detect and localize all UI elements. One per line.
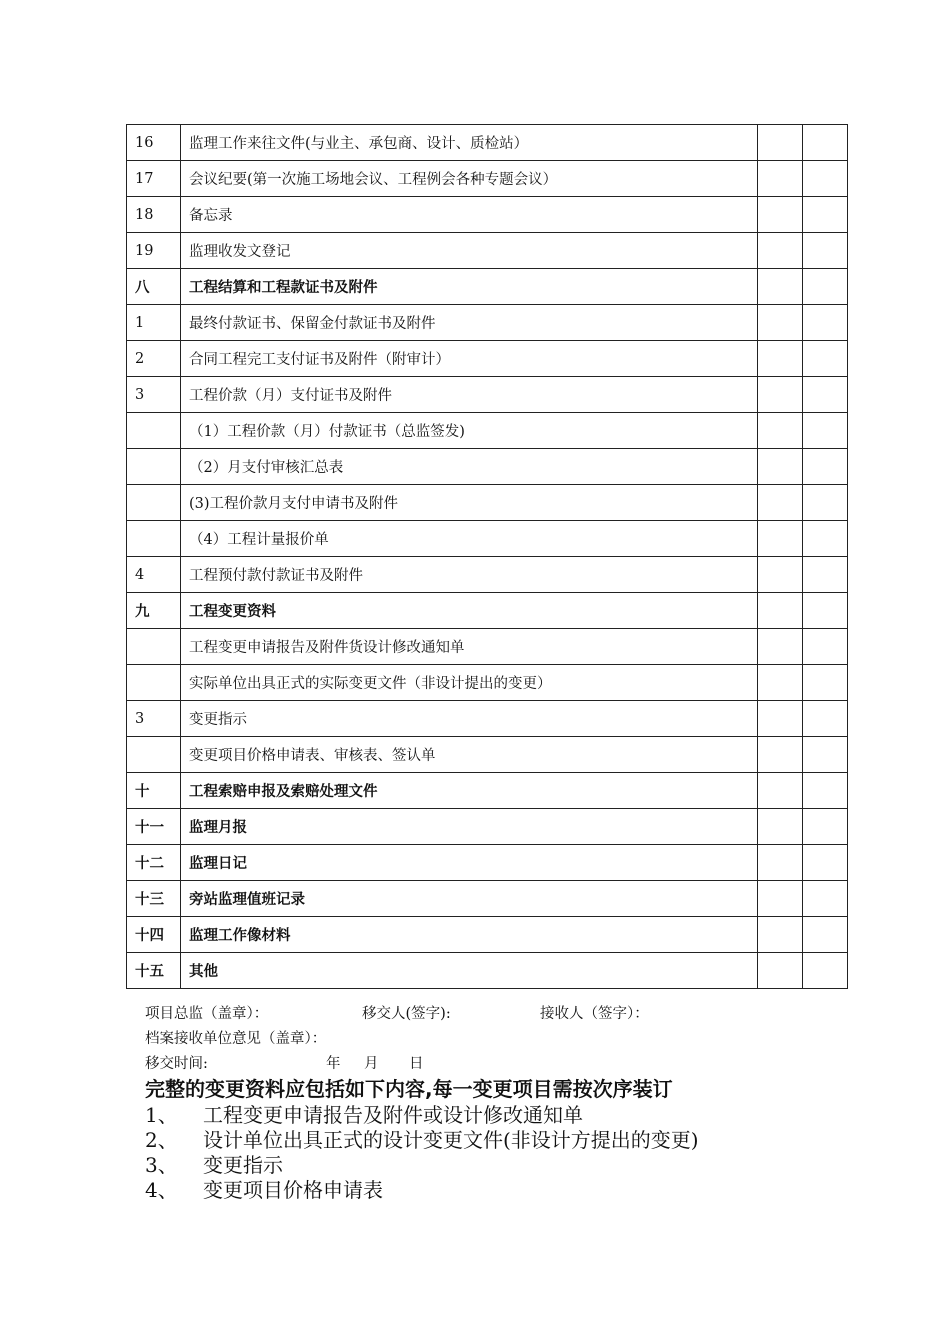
note-item-number: 4、 (145, 1178, 178, 1202)
note-item-text: 变更项目价格申请表 (203, 1178, 383, 1202)
row-number: 十五 (127, 953, 181, 989)
row-item: 合同工程完工支付证书及附件（附审计） (180, 341, 757, 377)
row-number: 1 (127, 305, 181, 341)
month-label: 月 (364, 1056, 379, 1072)
row-check-cell-1 (758, 737, 803, 773)
table-row (127, 845, 848, 881)
row-check-cell-1 (758, 701, 803, 737)
table-row (127, 521, 848, 557)
table-row (127, 377, 848, 413)
note-item-number: 3、 (145, 1153, 178, 1177)
row-check-cell-2 (803, 557, 848, 593)
row-check-cell-2 (803, 737, 848, 773)
row-check-cell-1 (758, 449, 803, 485)
handover-time-label: 移交时间: (145, 1056, 208, 1072)
row-item: 最终付款证书、保留金付款证书及附件 (180, 305, 757, 341)
row-number (127, 485, 181, 521)
row-item: 工程价款（月）支付证书及附件 (180, 377, 757, 413)
row-item: （2）月支付审核汇总表 (180, 449, 757, 485)
table-row (127, 233, 848, 269)
day-label: 日 (409, 1056, 424, 1072)
row-check-cell-1 (758, 521, 803, 557)
row-check-cell-1 (758, 341, 803, 377)
row-check-cell-2 (803, 125, 848, 161)
row-check-cell-1 (758, 881, 803, 917)
table-row (127, 593, 848, 629)
row-check-cell-2 (803, 881, 848, 917)
year-label: 年 (326, 1056, 341, 1072)
row-check-cell-2 (803, 593, 848, 629)
note-item-text: 设计单位出具正式的设计变更文件(非设计方提出的变更) (203, 1128, 699, 1152)
row-number: 3 (127, 701, 181, 737)
handover-signature-label: 移交人(签字): (362, 1006, 451, 1022)
row-item: 备忘录 (180, 197, 757, 233)
row-number: 16 (127, 125, 181, 161)
table-row (127, 629, 848, 665)
row-check-cell-1 (758, 917, 803, 953)
row-check-cell-1 (758, 161, 803, 197)
row-check-cell-2 (803, 413, 848, 449)
row-item: 监理工作来往文件(与业主、承包商、设计、质检站） (180, 125, 757, 161)
archive-list-table (126, 124, 848, 989)
table-row (127, 341, 848, 377)
row-number: 八 (127, 269, 181, 305)
row-number: 19 (127, 233, 181, 269)
row-check-cell-2 (803, 485, 848, 521)
row-check-cell-1 (758, 197, 803, 233)
row-number (127, 665, 181, 701)
row-number: 4 (127, 557, 181, 593)
row-check-cell-1 (758, 665, 803, 701)
row-number (127, 449, 181, 485)
table-row (127, 773, 848, 809)
table-row (127, 269, 848, 305)
row-check-cell-2 (803, 665, 848, 701)
row-item: 工程预付款付款证书及附件 (180, 557, 757, 593)
row-item: 其他 (180, 953, 757, 989)
note-item-text: 变更指示 (203, 1153, 283, 1177)
row-check-cell-1 (758, 233, 803, 269)
note-item-number: 2、 (145, 1128, 178, 1152)
table-row (127, 557, 848, 593)
note-item-number: 1、 (145, 1103, 178, 1127)
receiver-signature-label: 接收人（签字）： (540, 1006, 649, 1022)
row-check-cell-2 (803, 377, 848, 413)
row-number (127, 413, 181, 449)
row-check-cell-1 (758, 485, 803, 521)
row-item: 工程变更资料 (180, 593, 757, 629)
row-item: （4）工程计量报价单 (180, 521, 757, 557)
table-row (127, 953, 848, 989)
table-row (127, 881, 848, 917)
row-check-cell-1 (758, 413, 803, 449)
note-item-text: 工程变更申请报告及附件或设计修改通知单 (203, 1103, 583, 1127)
row-item: 会议纪要(第一次施工场地会议、工程例会各种专题会议） (180, 161, 757, 197)
table-row (127, 125, 848, 161)
row-item: 工程变更申请报告及附件货设计修改通知单 (180, 629, 757, 665)
director-signature-label: 项目总监（盖章）： (145, 1006, 269, 1022)
row-item: 监理月报 (180, 809, 757, 845)
table-row (127, 809, 848, 845)
row-item: 实际单位出具正式的实际变更文件（非设计提出的变更） (180, 665, 757, 701)
row-check-cell-2 (803, 917, 848, 953)
row-number: 九 (127, 593, 181, 629)
table-row (127, 161, 848, 197)
row-check-cell-2 (803, 845, 848, 881)
table-row (127, 197, 848, 233)
row-item: 变更项目价格申请表、审核表、签认单 (180, 737, 757, 773)
row-item: 旁站监理值班记录 (180, 881, 757, 917)
row-check-cell-1 (758, 125, 803, 161)
row-check-cell-2 (803, 629, 848, 665)
row-check-cell-2 (803, 161, 848, 197)
row-number: 十二 (127, 845, 181, 881)
note-title: 完整的变更资料应包括如下内容,每一变更项目需按次序装订 (145, 1077, 673, 1101)
row-item: 监理日记 (180, 845, 757, 881)
table-row (127, 485, 848, 521)
table-row (127, 413, 848, 449)
row-item: (3)工程价款月支付申请书及附件 (180, 485, 757, 521)
table-row (127, 737, 848, 773)
row-item: 监理收发文登记 (180, 233, 757, 269)
row-number (127, 629, 181, 665)
row-number: 十四 (127, 917, 181, 953)
row-check-cell-1 (758, 557, 803, 593)
row-check-cell-2 (803, 953, 848, 989)
row-item: 变更指示 (180, 701, 757, 737)
row-check-cell-1 (758, 305, 803, 341)
row-check-cell-1 (758, 269, 803, 305)
table-row (127, 701, 848, 737)
row-number: 2 (127, 341, 181, 377)
row-check-cell-2 (803, 197, 848, 233)
table-row (127, 665, 848, 701)
row-check-cell-1 (758, 629, 803, 665)
row-number: 3 (127, 377, 181, 413)
row-item: 工程索赔申报及索赔处理文件 (180, 773, 757, 809)
row-check-cell-1 (758, 773, 803, 809)
row-number (127, 737, 181, 773)
row-item: 监理工作像材料 (180, 917, 757, 953)
row-number: 17 (127, 161, 181, 197)
note-item (145, 1174, 383, 1203)
row-check-cell-2 (803, 449, 848, 485)
row-check-cell-1 (758, 845, 803, 881)
row-check-cell-2 (803, 809, 848, 845)
row-number (127, 521, 181, 557)
row-check-cell-2 (803, 773, 848, 809)
row-check-cell-1 (758, 953, 803, 989)
table-row (127, 305, 848, 341)
row-number: 十三 (127, 881, 181, 917)
row-item: （1）工程价款（月）付款证书（总监签发) (180, 413, 757, 449)
row-item: 工程结算和工程款证书及附件 (180, 269, 757, 305)
row-check-cell-2 (803, 269, 848, 305)
archive-opinion-label: 档案接收单位意见（盖章）： (145, 1031, 327, 1047)
row-check-cell-1 (758, 809, 803, 845)
row-number: 十 (127, 773, 181, 809)
table-body (127, 125, 848, 989)
row-number: 十一 (127, 809, 181, 845)
row-check-cell-2 (803, 233, 848, 269)
row-check-cell-2 (803, 521, 848, 557)
table-row (127, 449, 848, 485)
row-check-cell-2 (803, 341, 848, 377)
row-check-cell-1 (758, 593, 803, 629)
table-row (127, 917, 848, 953)
row-check-cell-2 (803, 701, 848, 737)
row-number: 18 (127, 197, 181, 233)
row-check-cell-2 (803, 305, 848, 341)
row-check-cell-1 (758, 377, 803, 413)
